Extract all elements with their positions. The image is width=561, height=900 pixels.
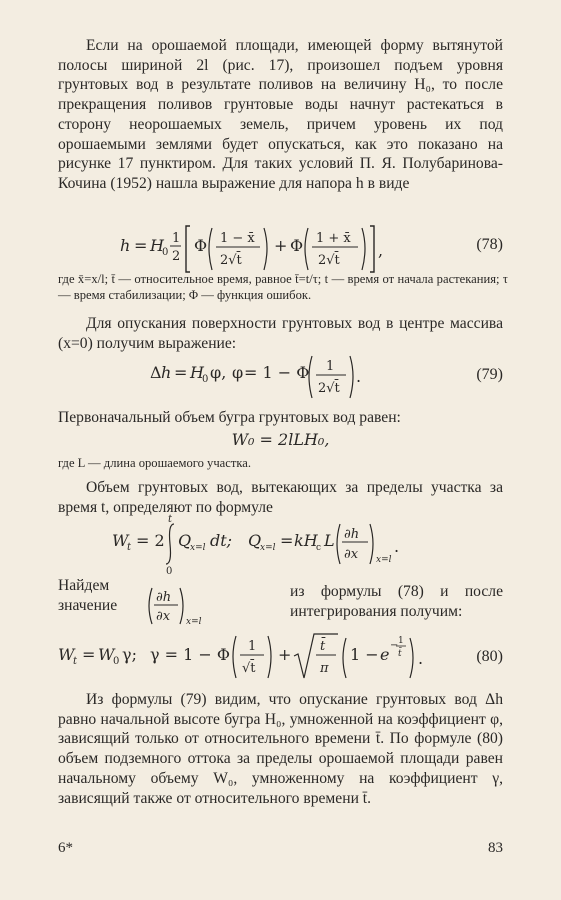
svg-text:= 1 − Φ: = 1 − Φ (244, 363, 310, 382)
note-variables: где x̄=x/l; t̄ — относительное время, равное t̄=t/τ; t — время от начала растекания; τ — время стабилизации; Φ — функция ошибок. (58, 272, 508, 302)
svg-text:∂x: ∂x (155, 609, 170, 625)
formula-79-svg (150, 350, 390, 404)
svg-text:Φ: Φ (194, 236, 208, 255)
svg-text:t̄: t̄ (398, 649, 402, 659)
svg-text:x=l: x=l (260, 543, 276, 553)
svg-text:0: 0 (113, 656, 120, 667)
find-value-label: Найдем значение (58, 577, 118, 614)
svg-text:dt;: dt; (210, 531, 233, 550)
paragraph-intro: Если на орошаемой площади, имеющей форму вытянутой полосы шириной 2l (рис. 17), произошел подъем уровня грунтовых вод в результате поливов на величину H₀, то после прекращения поливов грунтовые воды начнут растекаться в сторону неорошаемых земель, причем уровень их под орошаемыми землями будет опускаться, как это показано на рисунке 17 пунктиром. Для таких условий П. Я. Полубаринова-Кочина (1952) нашла выражение для напора h в виде (58, 37, 503, 192)
svg-text:Φ: Φ (290, 236, 304, 255)
svg-text:1: 1 (172, 231, 181, 246)
svg-text:1: 1 (326, 359, 335, 374)
svg-text:2√t̄: 2√t̄ (318, 381, 340, 396)
svg-text:∂x: ∂x (344, 547, 359, 562)
svg-text:W: W (98, 645, 115, 664)
derivative-inline-svg (146, 584, 216, 628)
svg-text:−: − (390, 640, 399, 651)
svg-text:H: H (190, 363, 204, 382)
formula-79-number: (79) (476, 366, 503, 383)
svg-text:W: W (58, 645, 75, 664)
svg-text:.: . (356, 367, 362, 386)
svg-text:∂h: ∂h (155, 590, 172, 606)
formula-79 (150, 350, 390, 409)
svg-text:1 −: 1 − (350, 645, 379, 664)
svg-text:t: t (73, 656, 78, 667)
svg-text:1: 1 (248, 639, 257, 654)
signature-mark: 6* (58, 840, 73, 856)
svg-text:.: . (418, 649, 424, 668)
page-number: 83 (488, 840, 503, 856)
svg-text:.: . (394, 537, 400, 556)
svg-text:= 2: = 2 (136, 531, 165, 550)
paragraph-after-integration: из формулы (78) и после интегрирования получим: (290, 583, 503, 620)
svg-text:x=l: x=l (185, 617, 202, 628)
svg-text:φ: φ (232, 363, 244, 382)
paragraph-outflow: Объем грунтовых вод, вытекающих за пределы участка за время t, определяют по формуле (58, 479, 503, 516)
svg-text:e: e (380, 645, 390, 664)
svg-text:t: t (168, 514, 173, 525)
svg-text:φ,: φ, (210, 363, 227, 382)
paragraph-conclusion: Из формулы (79) видим, что опускание грунтовых вод Δh равно начальной высоте бугра H₀, умноженной на коэффициент φ, зависящий только от относительного времени t̄. По формуле (80) объем подземного оттока за пределы орошаемой площади равен начальному объему W₀, умноженному на коэффициент γ, зависящий также от относительного времени t̄. (58, 691, 503, 807)
formula-80-svg (58, 630, 448, 686)
svg-text:H: H (150, 236, 164, 255)
svg-text:Q: Q (248, 531, 262, 550)
svg-text:h: h (120, 236, 131, 255)
paragraph-center: Для опускания поверхности грунтовых вод в центре массива (x=0) получим выражение: (58, 315, 503, 352)
svg-text:Q: Q (178, 531, 192, 550)
svg-text:Δ: Δ (150, 363, 162, 382)
formula-w0: W₀ = 2lLH₀, (231, 430, 330, 449)
note-length: где L — длина орошаемого участка. (58, 456, 252, 470)
svg-text:=: = (82, 645, 96, 664)
svg-text:0: 0 (166, 566, 173, 576)
svg-text:W: W (112, 531, 129, 550)
svg-text:1 + x̄: 1 + x̄ (316, 231, 351, 246)
svg-text:kH: kH (294, 531, 318, 550)
svg-text:+: + (278, 645, 292, 664)
svg-text:γ;: γ; (122, 645, 137, 664)
svg-text:γ = 1 − Φ: γ = 1 − Φ (150, 645, 231, 664)
svg-text:L: L (324, 531, 335, 550)
svg-text:∂h: ∂h (344, 527, 360, 542)
svg-text:x=l: x=l (190, 543, 206, 553)
formula-80 (58, 630, 448, 691)
svg-text:π: π (320, 661, 329, 676)
svg-text:x=l: x=l (376, 555, 392, 565)
svg-text:=: = (134, 236, 148, 255)
svg-text:0: 0 (202, 374, 209, 385)
svg-text:2√t̄: 2√t̄ (220, 253, 242, 268)
svg-text:=: = (280, 531, 294, 550)
formula-wt-svg (112, 512, 442, 576)
formula-78-svg (120, 220, 420, 276)
formula-80-number: (80) (476, 648, 503, 665)
svg-text:t: t (127, 542, 132, 553)
svg-text:,: , (378, 241, 384, 260)
svg-text:=: = (174, 363, 188, 382)
svg-text:1: 1 (398, 636, 404, 646)
svg-text:2√t̄: 2√t̄ (318, 253, 340, 268)
svg-text:2: 2 (172, 249, 181, 264)
paragraph-initial-volume: Первоначальный объем бугра грунтовых вод равен: (58, 409, 401, 426)
svg-text:1 − x̄: 1 − x̄ (220, 231, 255, 246)
svg-text:h: h (161, 363, 172, 382)
formula-wt (112, 512, 442, 581)
svg-text:√t̄: √t̄ (242, 661, 256, 676)
svg-text:c: c (316, 543, 322, 553)
svg-text:+: + (274, 236, 288, 255)
svg-text:0: 0 (162, 247, 169, 258)
svg-text:t̄: t̄ (320, 639, 326, 654)
formula-78-number: (78) (476, 236, 503, 253)
